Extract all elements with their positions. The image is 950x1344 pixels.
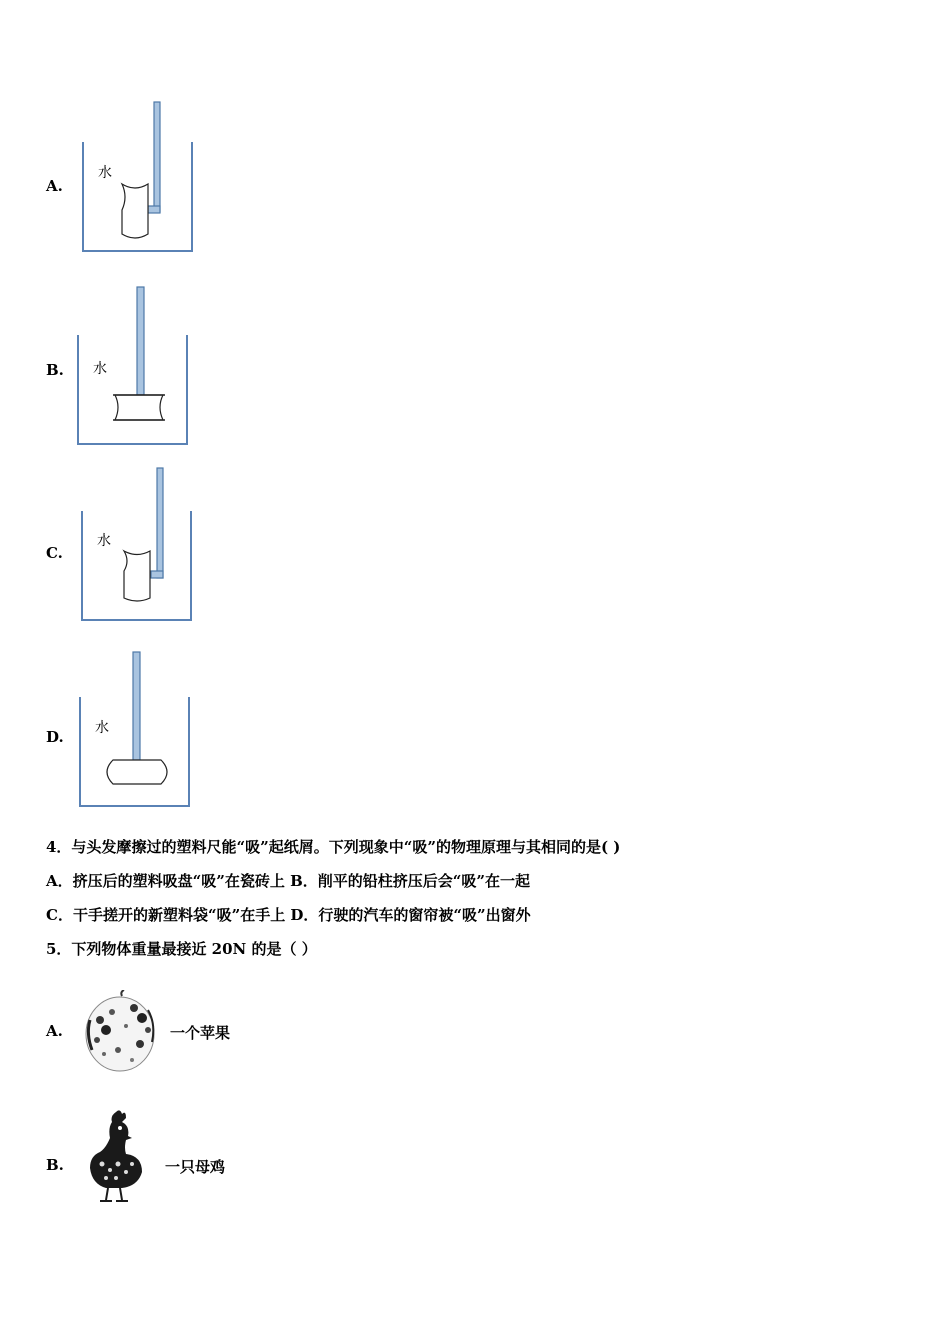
apple-icon <box>82 990 160 1074</box>
cylinder-b <box>115 395 163 420</box>
q4-options-line-1: A．挤压后的塑料吸盘“吸”在瓷砖上 B．削平的铅柱挤压后会“吸”在一起 <box>46 872 531 890</box>
cylinder-d <box>107 760 167 784</box>
pipe-b <box>137 287 144 395</box>
q5-option-b-caption: 一只母鸡 <box>165 1158 226 1176</box>
water-label-c: 水 <box>97 533 111 549</box>
q4-stem: 4．与头发摩擦过的塑料尺能“吸”起纸屑。下列现象中“吸”的物理原理与其相同的是( ) <box>46 838 621 856</box>
pipe-c <box>157 468 163 578</box>
q3-option-b-label: B. <box>46 361 64 379</box>
q5-option-a-label: A. <box>46 1022 63 1040</box>
water-label-d: 水 <box>95 720 109 736</box>
q5-stem: 5．下列物体重量最接近 20N 的是（ ） <box>46 940 317 958</box>
hen-icon <box>86 1108 146 1204</box>
q3-option-a-label: A. <box>46 177 63 195</box>
pipe-d <box>133 652 140 760</box>
q5-option-b-label: B. <box>46 1156 64 1174</box>
container-diagram-b <box>75 285 190 450</box>
container-diagram-d <box>77 650 192 810</box>
q3-option-d-label: D. <box>46 728 64 746</box>
water-label-b: 水 <box>93 361 107 377</box>
container-diagram-a <box>80 100 195 255</box>
q3-option-c-label: C. <box>46 544 63 562</box>
pipe-a <box>154 102 160 212</box>
container-diagram-c <box>79 466 194 624</box>
water-label-a: 水 <box>98 165 112 181</box>
q5-option-a-caption: 一个苹果 <box>170 1024 231 1042</box>
cylinder-a <box>122 184 148 238</box>
q4-options-line-2: C．干手搓开的新塑料袋“吸”在手上 D．行驶的汽车的窗帘被“吸”出窗外 <box>46 906 531 924</box>
cylinder-c <box>124 551 150 601</box>
